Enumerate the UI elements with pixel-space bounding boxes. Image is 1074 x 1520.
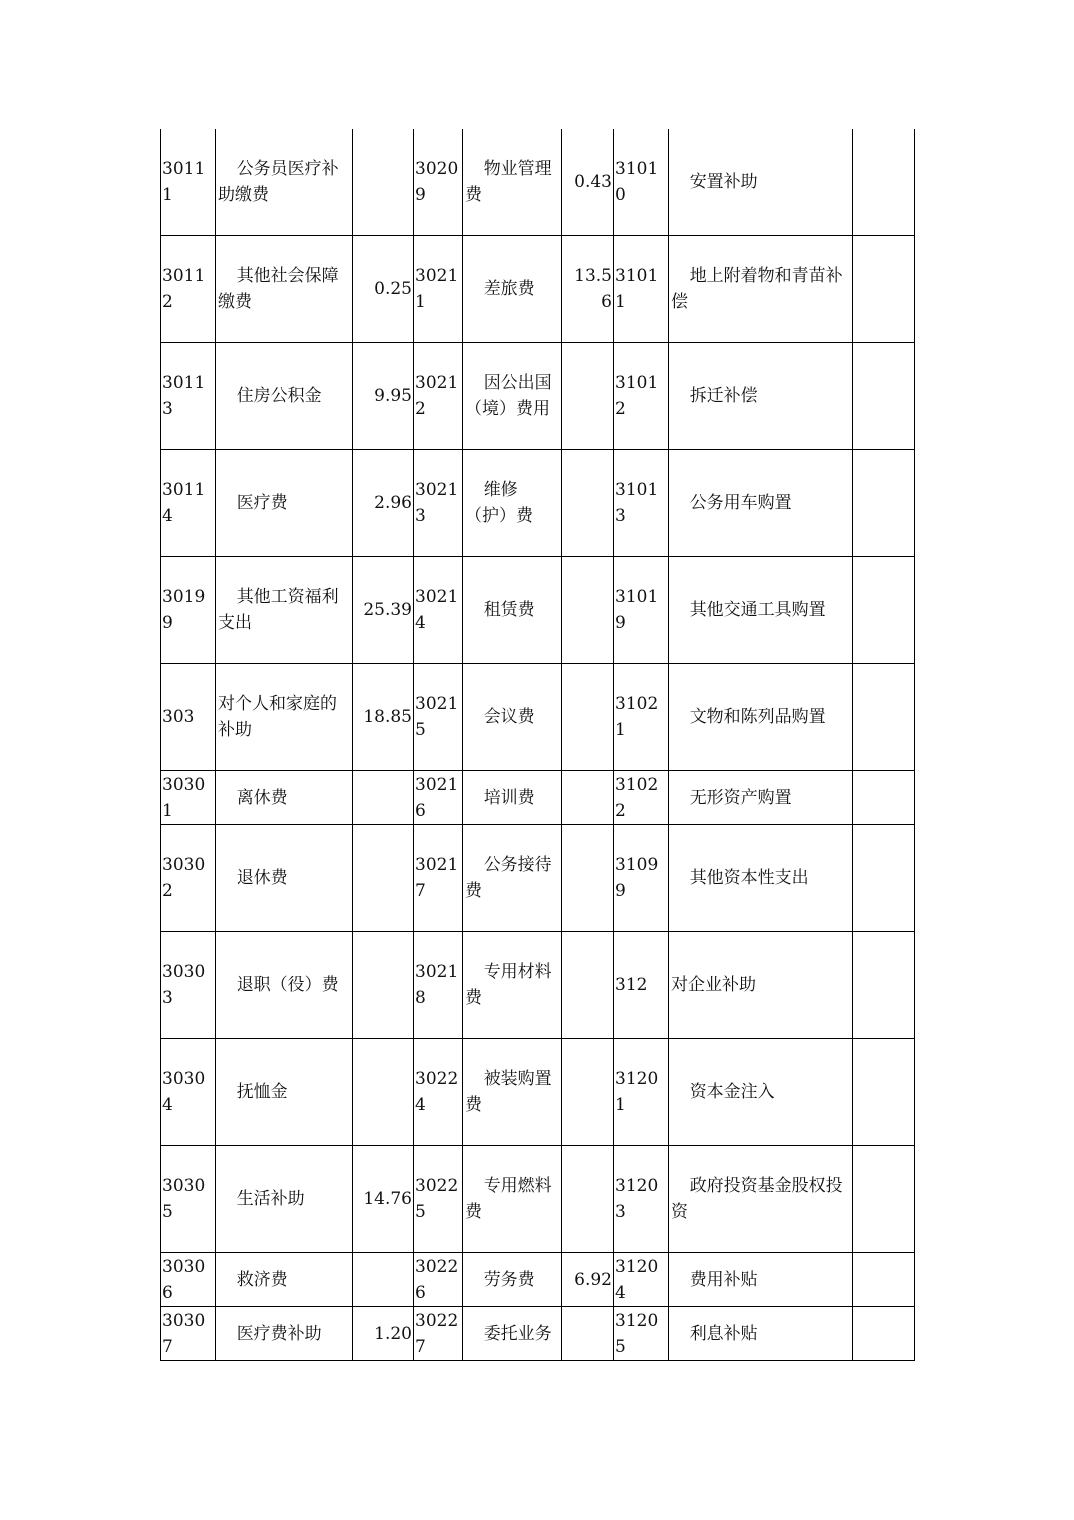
expense-code-cell: 30217 [414, 825, 463, 932]
expense-code-cell: 31099 [614, 825, 669, 932]
amount-cell [853, 1307, 915, 1361]
expense-name-text: 公务用车购置 [689, 493, 792, 513]
expense-code-cell: 31203 [614, 1146, 669, 1253]
expense-code-cell: 30111 [161, 129, 216, 236]
expense-code-cell: 30218 [414, 932, 463, 1039]
expense-code-cell: 31205 [614, 1307, 669, 1361]
amount-cell [562, 450, 614, 557]
amount-cell [562, 1146, 614, 1253]
amount-cell: 1.20 [353, 1307, 414, 1361]
table-row [161, 932, 915, 1039]
expense-code-cell: 30226 [414, 1253, 463, 1307]
amount-cell: 0.25 [353, 236, 414, 343]
expense-name-cell [216, 129, 353, 236]
expense-code-cell: 30224 [414, 1039, 463, 1146]
amount-cell [853, 1039, 915, 1146]
expense-code-cell: 30214 [414, 557, 463, 664]
expense-name-text: 文物和陈列品购置 [689, 707, 826, 727]
expense-code-cell: 30307 [161, 1307, 216, 1361]
amount-cell [853, 557, 915, 664]
expense-name-text: 租赁费 [483, 600, 535, 620]
expense-name-text: 其他交通工具购置 [689, 600, 826, 620]
expense-code-cell: 31012 [614, 343, 669, 450]
amount-cell [853, 343, 915, 450]
expense-name-cell [216, 1146, 353, 1253]
expense-name-cell [463, 664, 562, 771]
expense-code-cell: 30227 [414, 1307, 463, 1361]
expense-name-cell [463, 1146, 562, 1253]
expense-name-cell [669, 129, 853, 236]
expense-code-cell: 30301 [161, 771, 216, 825]
expense-name-cell [216, 664, 353, 771]
expense-name-cell [669, 825, 853, 932]
budget-expenditure-table [160, 129, 915, 1361]
amount-cell: 2.96 [353, 450, 414, 557]
expense-name-cell [669, 450, 853, 557]
expense-name-text: 医疗费 [236, 493, 288, 513]
amount-cell [562, 825, 614, 932]
amount-cell [353, 1039, 414, 1146]
expense-code-cell: 30199 [161, 557, 216, 664]
amount-cell [353, 825, 414, 932]
amount-cell [562, 557, 614, 664]
expense-name-text: 其他资本性支出 [689, 868, 809, 888]
expense-name-text: 安置补助 [689, 172, 758, 192]
amount-cell [562, 771, 614, 825]
expense-code-cell: 31022 [614, 771, 669, 825]
expense-name-text: 退职（役）费 [236, 975, 339, 995]
amount-cell: 9.95 [353, 343, 414, 450]
amount-cell: 13.56 [562, 236, 614, 343]
expense-name-text: 其他社会保障缴费 [218, 266, 339, 312]
expense-name-cell [463, 450, 562, 557]
expense-name-cell [216, 1039, 353, 1146]
expense-code-cell: 30114 [161, 450, 216, 557]
expense-name-cell [463, 557, 562, 664]
expense-name-text: 医疗费补助 [236, 1323, 322, 1344]
expense-name-text: 抚恤金 [236, 1082, 288, 1102]
expense-name-text: 对企业补助 [671, 975, 756, 995]
expense-name-cell [669, 1146, 853, 1253]
amount-cell [853, 932, 915, 1039]
expense-name-text: 资本金注入 [689, 1082, 775, 1102]
expense-name-text: 救济费 [236, 1269, 288, 1290]
expense-name-text: 离休费 [236, 787, 288, 808]
expense-name-text: 公务接待费 [465, 855, 552, 901]
table-row [161, 450, 915, 557]
expense-name-cell [669, 1039, 853, 1146]
table-row [161, 1253, 915, 1307]
amount-cell [562, 932, 614, 1039]
expense-name-cell [463, 1039, 562, 1146]
expense-name-text: 住房公积金 [236, 386, 322, 406]
expense-name-text: 会议费 [483, 707, 535, 727]
expense-name-cell [216, 825, 353, 932]
expense-name-cell [669, 557, 853, 664]
expense-name-text: 地上附着物和青苗补偿 [671, 266, 843, 312]
amount-cell [562, 343, 614, 450]
expense-name-text: 费用补贴 [689, 1269, 758, 1290]
expense-name-cell [669, 1253, 853, 1307]
expense-name-text: 政府投资基金股权投资 [671, 1176, 843, 1222]
amount-cell: 14.76 [353, 1146, 414, 1253]
expense-code-cell: 303 [161, 664, 216, 771]
expense-code-cell: 31021 [614, 664, 669, 771]
table-row [161, 825, 915, 932]
expense-code-cell: 31204 [614, 1253, 669, 1307]
expense-code-cell: 30113 [161, 343, 216, 450]
amount-cell [853, 1146, 915, 1253]
expense-name-text: 利息补贴 [689, 1323, 758, 1344]
expense-code-cell: 31019 [614, 557, 669, 664]
expense-name-text: 劳务费 [483, 1269, 535, 1290]
expense-code-cell: 30306 [161, 1253, 216, 1307]
expense-code-cell: 30225 [414, 1146, 463, 1253]
expense-code-cell: 30216 [414, 771, 463, 825]
expense-name-cell [463, 825, 562, 932]
amount-cell [562, 1039, 614, 1146]
expense-name-text: 物业管理费 [465, 159, 552, 205]
expense-code-cell: 30212 [414, 343, 463, 450]
amount-cell: 18.85 [353, 664, 414, 771]
expense-code-cell: 30211 [414, 236, 463, 343]
expense-name-cell [669, 664, 853, 771]
expense-code-cell: 30209 [414, 129, 463, 236]
expense-name-text: 其他工资福利支出 [218, 587, 339, 633]
expense-name-cell [669, 343, 853, 450]
expense-name-cell [216, 1307, 353, 1361]
expense-code-cell: 30302 [161, 825, 216, 932]
amount-cell [853, 236, 915, 343]
table-row [161, 557, 915, 664]
amount-cell [353, 129, 414, 236]
amount-cell [353, 1253, 414, 1307]
expense-code-cell: 30305 [161, 1146, 216, 1253]
budget-table-container [160, 129, 914, 1361]
table-row [161, 343, 915, 450]
expense-name-text: 对个人和家庭的补助 [218, 694, 337, 740]
expense-name-text: 差旅费 [483, 279, 535, 299]
expense-code-cell: 31011 [614, 236, 669, 343]
expense-name-text: 培训费 [483, 787, 535, 808]
expense-name-cell [216, 343, 353, 450]
amount-cell [853, 771, 915, 825]
expense-code-cell: 31013 [614, 450, 669, 557]
expense-name-text: 因公出国（境）费用 [465, 373, 552, 419]
expense-name-cell [669, 771, 853, 825]
expense-name-cell [216, 771, 353, 825]
amount-cell [853, 664, 915, 771]
expense-name-cell [216, 1253, 353, 1307]
amount-cell: 0.43 [562, 129, 614, 236]
expense-name-cell [669, 1307, 853, 1361]
expense-name-text: 被装购置费 [465, 1069, 552, 1115]
expense-code-cell: 30303 [161, 932, 216, 1039]
expense-name-cell [216, 236, 353, 343]
amount-cell [353, 932, 414, 1039]
expense-name-text: 专用材料费 [465, 962, 552, 1008]
amount-cell [562, 664, 614, 771]
expense-code-cell: 30213 [414, 450, 463, 557]
expense-name-cell [463, 1307, 562, 1361]
expense-name-cell [463, 771, 562, 825]
expense-code-cell: 31010 [614, 129, 669, 236]
amount-cell [353, 771, 414, 825]
expense-name-cell [463, 932, 562, 1039]
expense-name-text: 维修（护）费 [465, 480, 533, 526]
table-row [161, 129, 915, 236]
expense-name-text: 拆迁补偿 [689, 386, 758, 406]
expense-name-text: 公务员医疗补助缴费 [218, 159, 339, 205]
expense-code-cell: 30215 [414, 664, 463, 771]
amount-cell: 25.39 [353, 557, 414, 664]
table-row [161, 1039, 915, 1146]
expense-name-cell [216, 450, 353, 557]
table-row [161, 1307, 915, 1361]
expense-name-cell [216, 557, 353, 664]
expense-name-cell [669, 236, 853, 343]
expense-name-cell [216, 932, 353, 1039]
expense-name-text: 生活补助 [236, 1189, 305, 1209]
expense-name-cell [463, 1253, 562, 1307]
expense-name-cell [463, 236, 562, 343]
expense-code-cell: 30304 [161, 1039, 216, 1146]
expense-code-cell: 30112 [161, 236, 216, 343]
expense-code-cell: 31201 [614, 1039, 669, 1146]
table-row [161, 236, 915, 343]
expense-name-cell [463, 343, 562, 450]
expense-name-cell [669, 932, 853, 1039]
expense-name-text: 委托业务 [483, 1323, 552, 1344]
amount-cell [562, 1307, 614, 1361]
table-row [161, 1146, 915, 1253]
amount-cell [853, 825, 915, 932]
amount-cell [853, 129, 915, 236]
expense-code-cell: 312 [614, 932, 669, 1039]
expense-name-text: 无形资产购置 [689, 787, 792, 808]
table-row [161, 771, 915, 825]
amount-cell [853, 450, 915, 557]
amount-cell [853, 1253, 915, 1307]
expense-name-text: 退休费 [236, 868, 288, 888]
table-row [161, 664, 915, 771]
expense-name-cell [463, 129, 562, 236]
expense-name-text: 专用燃料费 [465, 1176, 552, 1222]
amount-cell: 6.92 [562, 1253, 614, 1307]
